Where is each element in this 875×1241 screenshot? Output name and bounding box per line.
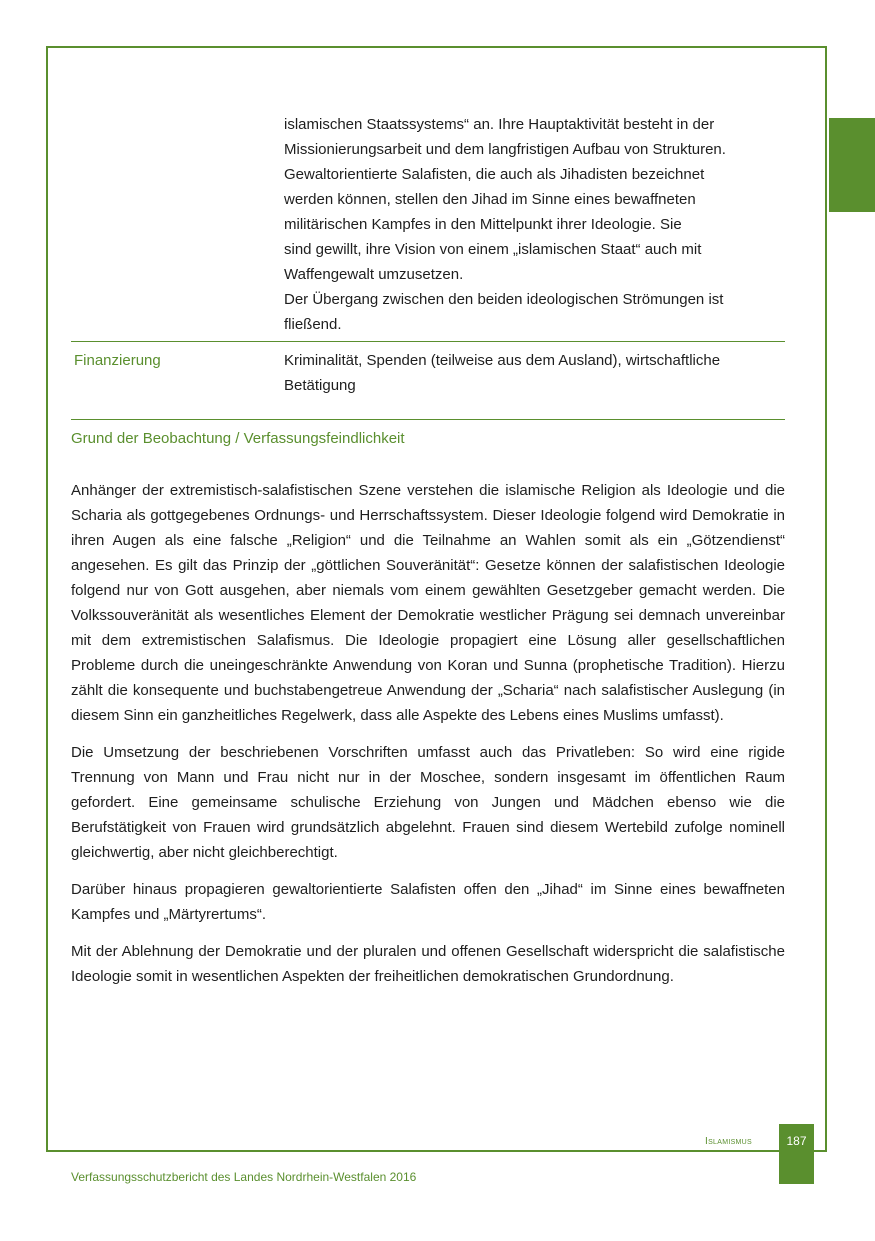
- footer-section-title: Islamismus: [705, 1136, 753, 1147]
- ideology-line: Waffengewalt umzusetzen.: [284, 266, 464, 283]
- ideology-line: islamischen Staatssystems“ an. Ihre Hauptaktivität besteht in der: [284, 116, 715, 133]
- section-heading: Grund der Beobachtung / Verfassungsfeindlichkeit: [71, 430, 405, 447]
- body-paragraph: Anhänger der extremistisch-salafistischen Szene verstehen die islamische Religion als Ideologie und die Scharia als gottgegebenes Ordnungs- und Herrschaftssystem. Dieser Ideologie folgend wird Demokratie in ihren Augen als eine falsche „Religion“ und die Teilnahme an Wahlen somit als ein „Götzendienst“ angesehen. Es gilt das Prinzip der „göttlichen Souveränität“: Gesetze können der salafistischen Ideologie folgend nur von Gott ausgehen, aber niemals vom einem gewählten Gesetzgeber gemacht werden. Die Volkssouveränität als wesentliches Element der Demokratie westlicher Prägung sei demnach unvereinbar mit dem extremistischen Salafismus. Die Ideologie propagiert eine Lösung aller gesellschaftlichen Probleme durch die uneingeschränkte Anwendung von Koran und Sunna (prophetische Tradition). Hierzu zählt die konsequente und buchstabengetreue Anwendung der „Scharia“ nach salafistischer Auslegung (in diesem Sinn ein ganzheitliches Regelwerk, dass alle Aspekte des Lebens eines Muslims umfasst).: [71, 482, 785, 724]
- ideology-text: [284, 112, 785, 341]
- page-content: [71, 112, 785, 989]
- body-paragraph: Darüber hinaus propagieren gewaltorientierte Salafisten offen den „Jihad“ im Sinne eines bewaffneten Kampfes und „Märtyrertums“.: [71, 881, 785, 923]
- ideology-line: Der Übergang zwischen den beiden ideologischen Strömungen ist: [284, 291, 724, 308]
- financing-line: Kriminalität, Spenden (teilweise aus dem Ausland), wirtschaftliche: [284, 352, 721, 369]
- ideology-line: fließend.: [284, 316, 342, 333]
- ideology-line: werden können, stellen den Jihad im Sinne eines bewaffneten: [284, 191, 696, 208]
- ideology-label-cell: [71, 112, 284, 341]
- ideology-line: sind gewillt, ihre Vision von einem „islamischen Staat“ auch mit: [284, 241, 702, 258]
- footer-publication: Verfassungsschutzbericht des Landes Nordrhein-Westfalen 2016: [71, 1170, 417, 1184]
- financing-line: Betätigung: [284, 377, 356, 394]
- ideology-line: Missionierungsarbeit und dem langfristigen Aufbau von Strukturen.: [284, 141, 726, 158]
- ideology-line: Gewaltorientierte Salafisten, die auch als Jihadisten bezeichnet: [284, 166, 705, 183]
- ideology-line: militärischen Kampfes in den Mittelpunkt ihrer Ideologie. Sie: [284, 216, 682, 233]
- financing-row: [71, 342, 785, 419]
- page-number: 187: [786, 1134, 807, 1148]
- body-paragraph: Die Umsetzung der beschriebenen Vorschriften umfasst auch das Privatleben: So wird eine rigide Trennung von Mann und Frau nicht nur in der Moschee, sondern insgesamt im öffentlichen Raum gefordert. Eine gemeinsame schulische Erziehung von Jungen und Mädchen ebenso wie die Berufstätigkeit von Frauen wird grundsätzlich abgelehnt. Frauen sind diesem Wertebild zufolge nominell gleichwertig, aber nicht gleichberechtigt.: [71, 744, 785, 861]
- ideology-row: [71, 112, 785, 341]
- section-divider: [71, 419, 785, 420]
- chapter-tab-marker: [829, 118, 875, 212]
- page-number-box: [779, 1124, 814, 1184]
- body-paragraph: Mit der Ablehnung der Demokratie und der pluralen und offenen Gesellschaft widerspricht die salafistische Ideologie somit in wesentlichen Aspekten der freiheitlichen demokratischen Grundordnung.: [71, 943, 785, 985]
- financing-text: [284, 348, 785, 398]
- financing-label: Finanzierung: [74, 352, 161, 369]
